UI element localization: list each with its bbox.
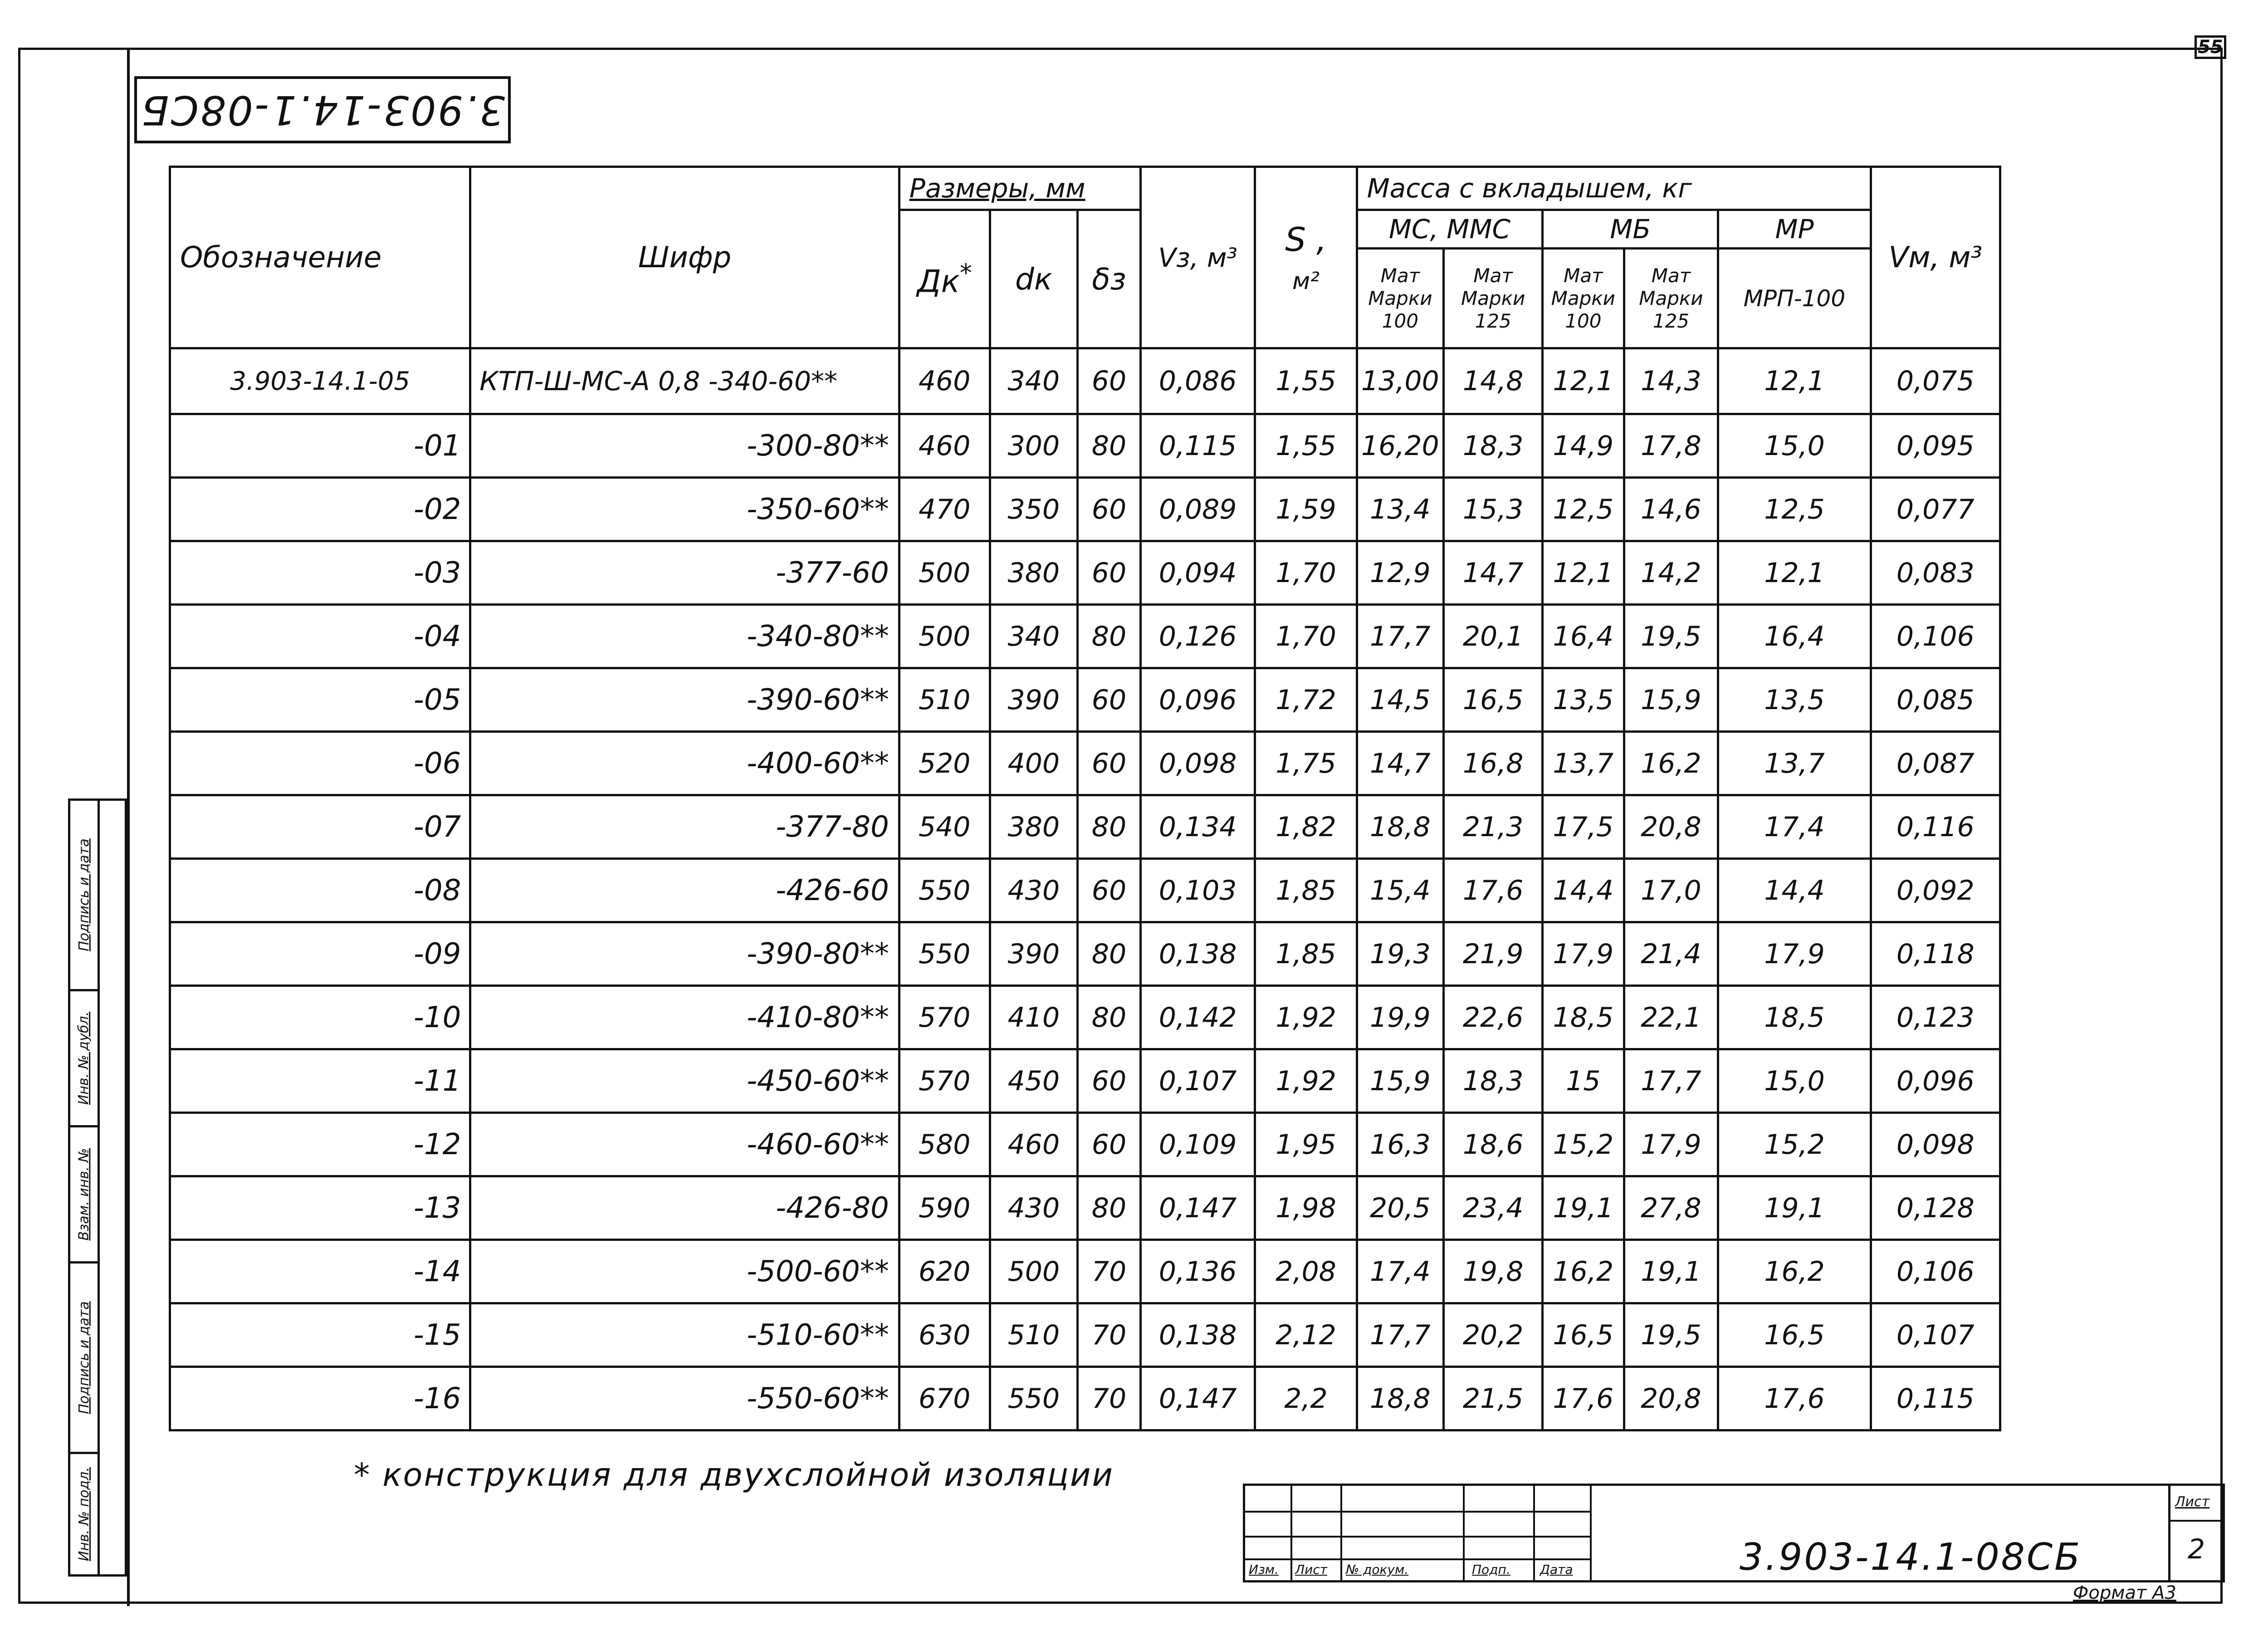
s-cell: 1,55 [1255,414,1357,478]
s-cell: 1,55 [1255,348,1357,414]
mb125-cell: 17,7 [1624,1049,1718,1113]
sheet-number: 2 [2188,1533,2205,1565]
table-body [170,348,2000,1430]
mp-cell: 15,0 [1718,1049,1871,1113]
delta-cell: 60 [1078,732,1141,795]
mc100-cell: 13,00 [1357,348,1444,414]
mc125-cell: 15,3 [1444,478,1543,541]
vz-cell: 0,136 [1140,1240,1255,1303]
dk-cell: 550 [899,859,990,922]
mp-cell: 16,4 [1718,605,1871,668]
vz-cell: 0,089 [1140,478,1255,541]
mp-cell: 12,1 [1718,541,1871,605]
table-row [170,859,2000,922]
vz-cell: 0,126 [1140,605,1255,668]
designation-cell: 3.903-14.1-05 [170,348,470,414]
dk-cell: 570 [899,986,990,1049]
header-vz: Vз, м³ [1140,167,1255,348]
table-row [170,668,2000,732]
grid-row [1245,1536,1590,1560]
delta-cell: 80 [1078,605,1141,668]
mc125-cell: 17,6 [1444,859,1543,922]
dk-small-cell: 510 [990,1303,1078,1367]
cipher-cell: -377-80 [470,795,899,859]
left-margin-strip [68,798,127,1577]
mb125-cell: 14,2 [1624,541,1718,605]
designation-cell: -15 [170,1303,470,1367]
mb100-cell: 17,5 [1543,795,1624,859]
vm-cell: 0,118 [1871,922,2000,986]
cipher-cell: -390-60** [470,668,899,732]
delta-cell: 60 [1078,1049,1141,1113]
table-row [170,1049,2000,1113]
s-cell: 2,12 [1255,1303,1357,1367]
delta-cell: 80 [1078,1176,1141,1240]
mc100-cell: 14,5 [1357,668,1444,732]
header-mat100-a: Мат Марки 100 [1357,249,1444,348]
mb125-cell: 20,8 [1624,1367,1718,1430]
mc125-cell: 16,5 [1444,668,1543,732]
header-mat125-b: Мат Марки 125 [1624,249,1718,348]
sheet-number-box [2168,1486,2223,1580]
mc125-cell: 19,8 [1444,1240,1543,1303]
table-row [170,1367,2000,1430]
s-cell: 1,70 [1255,541,1357,605]
table-row [170,1303,2000,1367]
mb100-cell: 12,1 [1543,541,1624,605]
strip-label: Инв. № подл. [76,1467,92,1561]
dk-small-cell: 410 [990,986,1078,1049]
mc125-cell: 23,4 [1444,1176,1543,1240]
mb100-cell: 18,5 [1543,986,1624,1049]
vm-cell: 0,095 [1871,414,2000,478]
designation-cell: -12 [170,1113,470,1176]
delta-cell: 60 [1078,1113,1141,1176]
table-row [170,605,2000,668]
header-mc-mmc: МС, ММС [1357,210,1543,249]
mc125-cell: 18,3 [1444,414,1543,478]
strip-label: Взам. инв. № [76,1148,92,1241]
table-row [170,1240,2000,1303]
delta-cell: 80 [1078,795,1141,859]
mc125-cell: 14,7 [1444,541,1543,605]
designation-cell: -03 [170,541,470,605]
vm-cell: 0,106 [1871,605,2000,668]
vz-cell: 0,134 [1140,795,1255,859]
vz-cell: 0,086 [1140,348,1255,414]
mc100-cell: 12,9 [1357,541,1444,605]
dk-cell: 510 [899,668,990,732]
mb100-cell: 13,5 [1543,668,1624,732]
cipher-cell: -390-80** [470,922,899,986]
dk-cell: 460 [899,348,990,414]
dk-small-cell: 380 [990,541,1078,605]
designation-cell: -04 [170,605,470,668]
dk-cell: 670 [899,1367,990,1430]
mc125-cell: 18,3 [1444,1049,1543,1113]
dk-small-cell: 390 [990,668,1078,732]
vm-cell: 0,098 [1871,1113,2000,1176]
mc100-cell: 17,7 [1357,605,1444,668]
mp-cell: 17,4 [1718,795,1871,859]
vm-cell: 0,077 [1871,478,2000,541]
sheet-label: Лист [2175,1494,2210,1510]
mc125-cell: 20,2 [1444,1303,1543,1367]
mb100-cell: 15 [1543,1049,1624,1113]
header-designation: Обозначение [170,167,470,348]
vm-cell: 0,092 [1871,859,2000,922]
vm-cell: 0,087 [1871,732,2000,795]
s-cell: 1,98 [1255,1176,1357,1240]
cipher-cell: -550-60** [470,1367,899,1430]
label-change: Изм. [1249,1562,1279,1577]
mp-cell: 19,1 [1718,1176,1871,1240]
mc125-cell: 21,5 [1444,1367,1543,1430]
table-row [170,795,2000,859]
mp-cell: 15,2 [1718,1113,1871,1176]
mc125-cell: 22,6 [1444,986,1543,1049]
mc100-cell: 15,4 [1357,859,1444,922]
dk-cell: 520 [899,732,990,795]
dk-small-cell: 380 [990,795,1078,859]
sheet-separator [2170,1520,2223,1522]
mb125-cell: 22,1 [1624,986,1718,1049]
vz-cell: 0,109 [1140,1113,1255,1176]
mb100-cell: 16,5 [1543,1303,1624,1367]
dk-cell: 500 [899,541,990,605]
header-s-unit: м² [1292,267,1320,295]
dk-cell: 570 [899,1049,990,1113]
mb100-cell: 19,1 [1543,1176,1624,1240]
dk-cell: 540 [899,795,990,859]
dk-small-cell: 460 [990,1113,1078,1176]
delta-cell: 80 [1078,922,1141,986]
document-code: 3.903-14.1-08СБ [1740,1536,2082,1579]
mb125-cell: 19,1 [1624,1240,1718,1303]
mp-cell: 17,6 [1718,1367,1871,1430]
mb100-cell: 15,2 [1543,1113,1624,1176]
mb125-cell: 17,8 [1624,414,1718,478]
cipher-cell: -377-60 [470,541,899,605]
header-cipher: Шифр [470,167,899,348]
designation-cell: -06 [170,732,470,795]
label-doc-number: № докум. [1346,1562,1409,1577]
header-mb: МБ [1543,210,1718,249]
mc125-cell: 16,8 [1444,732,1543,795]
sheet-corner-number: 55 [2195,35,2226,59]
mc100-cell: 13,4 [1357,478,1444,541]
mb100-cell: 14,4 [1543,859,1624,922]
header-dk-label: Дк [917,264,960,300]
dk-small-cell: 550 [990,1367,1078,1430]
designation-cell: -01 [170,414,470,478]
table-row [170,1176,2000,1240]
header-dk [899,210,990,348]
table-row [170,414,2000,478]
s-cell: 1,92 [1255,1049,1357,1113]
strip-signature-date-2 [70,1264,98,1454]
designation-cell: -13 [170,1176,470,1240]
mp-cell: 12,5 [1718,478,1871,541]
mc100-cell: 19,9 [1357,986,1444,1049]
cipher-cell: -400-60** [470,732,899,795]
dk-cell: 630 [899,1303,990,1367]
designation-cell: -07 [170,795,470,859]
header-s-label: S , [1285,220,1327,259]
delta-cell: 70 [1078,1240,1141,1303]
designation-cell: -14 [170,1240,470,1303]
table-row [170,732,2000,795]
delta-cell: 60 [1078,478,1141,541]
s-cell: 2,2 [1255,1367,1357,1430]
table-row [170,348,2000,414]
grid-row [1245,1486,1590,1513]
dk-small-cell: 400 [990,732,1078,795]
mc100-cell: 20,5 [1357,1176,1444,1240]
mb100-cell: 17,6 [1543,1367,1624,1430]
strip-divider [98,801,100,1574]
mc125-cell: 20,1 [1444,605,1543,668]
cipher-cell: -510-60** [470,1303,899,1367]
vm-cell: 0,128 [1871,1176,2000,1240]
designation-cell: -16 [170,1367,470,1430]
grid-row [1245,1511,1590,1538]
header-delta: δз [1078,210,1141,348]
mb100-cell: 12,1 [1543,348,1624,414]
rotated-doc-stamp [134,76,511,143]
dk-small-cell: 340 [990,605,1078,668]
label-sheet: Лист [1295,1562,1327,1577]
mc100-cell: 17,4 [1357,1240,1444,1303]
delta-cell: 80 [1078,986,1141,1049]
header-dk-mark: * [959,258,972,287]
strip-replace-inv [70,1127,98,1264]
vm-cell: 0,107 [1871,1303,2000,1367]
cipher-cell: -426-60 [470,859,899,922]
vm-cell: 0,083 [1871,541,2000,605]
mb125-cell: 15,9 [1624,668,1718,732]
vz-cell: 0,138 [1140,922,1255,986]
mc100-cell: 18,8 [1357,1367,1444,1430]
table-row [170,1113,2000,1176]
table-row [170,541,2000,605]
vz-cell: 0,098 [1140,732,1255,795]
cipher-cell: -500-60** [470,1240,899,1303]
format-label: Формат А3 [2073,1582,2176,1603]
label-date: Дата [1540,1562,1573,1577]
cipher-cell: КТП-Ш-МС-А 0,8 -340-60** [470,348,899,414]
vz-cell: 0,147 [1140,1367,1255,1430]
delta-cell: 60 [1078,859,1141,922]
designation-cell: -05 [170,668,470,732]
mp-cell: 16,2 [1718,1240,1871,1303]
header-dk-small: dк [990,210,1078,348]
strip-label: Подпись и дата [76,1301,92,1414]
mc100-cell: 18,8 [1357,795,1444,859]
mb125-cell: 21,4 [1624,922,1718,986]
dk-cell: 590 [899,1176,990,1240]
s-cell: 2,08 [1255,1240,1357,1303]
revision-grid [1245,1486,1590,1580]
dk-small-cell: 350 [990,478,1078,541]
label-signature: Подп. [1472,1562,1510,1577]
designation-cell: -10 [170,986,470,1049]
designation-cell: -02 [170,478,470,541]
header-sizes: Размеры, мм [899,167,1140,210]
table-row [170,986,2000,1049]
vz-cell: 0,147 [1140,1176,1255,1240]
mb125-cell: 14,3 [1624,348,1718,414]
mc125-cell: 21,3 [1444,795,1543,859]
s-cell: 1,92 [1255,986,1357,1049]
mc125-cell: 18,6 [1444,1113,1543,1176]
mb125-cell: 14,6 [1624,478,1718,541]
mb100-cell: 13,7 [1543,732,1624,795]
strip-label: Инв. № дубл. [76,1011,92,1105]
strip-label: Подпись и дата [76,838,92,951]
vm-cell: 0,085 [1871,668,2000,732]
dk-cell: 460 [899,414,990,478]
mc100-cell: 19,3 [1357,922,1444,986]
cipher-cell: -350-60** [470,478,899,541]
header-mass: Масса с вкладышем, кг [1357,167,1871,210]
dk-small-cell: 430 [990,859,1078,922]
vz-cell: 0,094 [1140,541,1255,605]
s-cell: 1,85 [1255,859,1357,922]
mc100-cell: 15,9 [1357,1049,1444,1113]
mp-cell: 14,4 [1718,859,1871,922]
delta-cell: 70 [1078,1303,1141,1367]
dk-cell: 500 [899,605,990,668]
mb125-cell: 17,9 [1624,1113,1718,1176]
cipher-cell: -340-80** [470,605,899,668]
strip-duplicate-inv [70,991,98,1127]
header-mat125-a: Мат Марки 125 [1444,249,1543,348]
header-s [1255,167,1357,348]
mc100-cell: 14,7 [1357,732,1444,795]
delta-cell: 70 [1078,1367,1141,1430]
delta-cell: 60 [1078,348,1141,414]
mp-cell: 13,7 [1718,732,1871,795]
vz-cell: 0,138 [1140,1303,1255,1367]
mp-cell: 13,5 [1718,668,1871,732]
dk-cell: 470 [899,478,990,541]
mp-cell: 15,0 [1718,414,1871,478]
mb125-cell: 19,5 [1624,605,1718,668]
s-cell: 1,70 [1255,605,1357,668]
mp-cell: 18,5 [1718,986,1871,1049]
vm-cell: 0,096 [1871,1049,2000,1113]
mb125-cell: 17,0 [1624,859,1718,922]
vz-cell: 0,142 [1140,986,1255,1049]
header-mat100-b: Мат Марки 100 [1543,249,1624,348]
dk-small-cell: 450 [990,1049,1078,1113]
dk-small-cell: 500 [990,1240,1078,1303]
mb100-cell: 16,4 [1543,605,1624,668]
vz-cell: 0,115 [1140,414,1255,478]
mc100-cell: 17,7 [1357,1303,1444,1367]
footnote: * конструкция для двухслойной изоляции [354,1456,1114,1494]
s-cell: 1,85 [1255,922,1357,986]
delta-cell: 60 [1078,668,1141,732]
dk-cell: 550 [899,922,990,986]
delta-cell: 80 [1078,414,1141,478]
dk-small-cell: 390 [990,922,1078,986]
vm-cell: 0,075 [1871,348,2000,414]
dk-small-cell: 340 [990,348,1078,414]
mb125-cell: 16,2 [1624,732,1718,795]
s-cell: 1,82 [1255,795,1357,859]
s-cell: 1,72 [1255,668,1357,732]
header-vm: Vм, м³ [1871,167,2000,348]
dk-cell: 620 [899,1240,990,1303]
s-cell: 1,95 [1255,1113,1357,1176]
dk-small-cell: 430 [990,1176,1078,1240]
mp-cell: 12,1 [1718,348,1871,414]
mc125-cell: 21,9 [1444,922,1543,986]
header-mp: МР [1718,210,1871,249]
vm-cell: 0,106 [1871,1240,2000,1303]
cipher-cell: -300-80** [470,414,899,478]
designation-cell: -11 [170,1049,470,1113]
vm-cell: 0,116 [1871,795,2000,859]
mp-cell: 17,9 [1718,922,1871,986]
dk-small-cell: 300 [990,414,1078,478]
delta-cell: 60 [1078,541,1141,605]
stamp-code: 3.903-14.1-08СБ [140,86,505,133]
header-mrp: МРП-100 [1718,249,1871,348]
specification-table [169,166,2001,1431]
strip-signature-date-1 [70,801,98,991]
vz-cell: 0,103 [1140,859,1255,922]
dk-cell: 580 [899,1113,990,1176]
vm-cell: 0,123 [1871,986,2000,1049]
mb100-cell: 14,9 [1543,414,1624,478]
mb125-cell: 27,8 [1624,1176,1718,1240]
s-cell: 1,75 [1255,732,1357,795]
vz-cell: 0,096 [1140,668,1255,732]
mb100-cell: 16,2 [1543,1240,1624,1303]
table-row [170,478,2000,541]
vm-cell: 0,115 [1871,1367,2000,1430]
mb100-cell: 17,9 [1543,922,1624,986]
mb125-cell: 19,5 [1624,1303,1718,1367]
cipher-cell: -450-60** [470,1049,899,1113]
mc100-cell: 16,3 [1357,1113,1444,1176]
title-block [1243,1484,2225,1582]
cipher-cell: -460-60** [470,1113,899,1176]
mc100-cell: 16,20 [1357,414,1444,478]
designation-cell: -08 [170,859,470,922]
mb100-cell: 12,5 [1543,478,1624,541]
cipher-cell: -410-80** [470,986,899,1049]
mc125-cell: 14,8 [1444,348,1543,414]
s-cell: 1,59 [1255,478,1357,541]
mb125-cell: 20,8 [1624,795,1718,859]
mp-cell: 16,5 [1718,1303,1871,1367]
cipher-cell: -426-80 [470,1176,899,1240]
table-row [170,922,2000,986]
vz-cell: 0,107 [1140,1049,1255,1113]
designation-cell: -09 [170,922,470,986]
strip-original-inv [70,1454,98,1574]
